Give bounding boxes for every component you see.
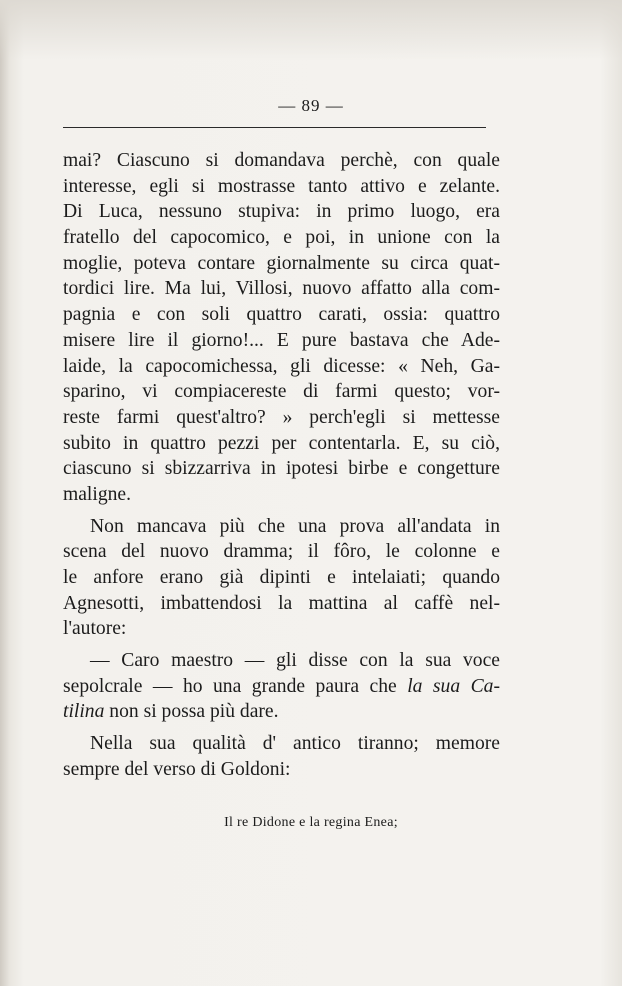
- text-line: fratello del capocomico, e poi, in unione con la: [63, 227, 500, 249]
- body-text: [63, 148, 500, 783]
- text-line: Nella sua qualità d' antico tiranno; memore: [90, 733, 500, 755]
- text-run: non si possa più dare.: [104, 701, 279, 723]
- text-line: maligne.: [63, 483, 132, 505]
- text-line: [63, 699, 500, 725]
- text-line: Di Luca, nessuno stupiva: in primo luogo, era: [63, 201, 500, 223]
- text-line: [63, 674, 500, 700]
- text-line: mai? Ciascuno si domandava perchè, con quale: [63, 150, 500, 171]
- text-line: sparino, vi compiacereste di farmi questo; vor-: [63, 381, 500, 403]
- text-line: subito in quattro pezzi per contentarla. E, su ciò,: [63, 432, 500, 454]
- text-line: pagnia e con soli quattro carati, ossia: quattro: [63, 304, 500, 326]
- text-line: l'autore:: [63, 618, 127, 640]
- text-run: sepolcrale — ho una grande paura che: [63, 675, 397, 697]
- text-line: reste farmi quest'altro? » perch'egli si mettesse: [63, 406, 500, 428]
- text-line: le anfore erano già dipinti e intelaiati; quando: [63, 567, 500, 588]
- header-rule: [63, 127, 486, 128]
- page-shadow: [0, 0, 622, 60]
- text-line: misere lire il giorno!... E pure bastava che Ade-: [63, 329, 500, 351]
- text-line: Non mancava più che una prova all'andata in: [90, 515, 500, 537]
- text-line: moglie, poteva contare giornalmente su circa quat-: [63, 252, 500, 274]
- italic-title: tilina: [63, 701, 105, 723]
- text-line: sempre del verso di Goldoni:: [63, 758, 291, 780]
- verse-quotation: Il re Didone e la regina Enea;: [224, 815, 398, 830]
- text-line: interesse, egli si mostrasse tanto attivo e zelante.: [63, 175, 500, 197]
- text-line: — Caro maestro — gli disse con la sua voce: [90, 650, 500, 672]
- page-number: — 89 —: [278, 96, 344, 115]
- text-line: scena del nuovo dramma; il fôro, le colonne e: [63, 541, 500, 563]
- text-line: tordici lire. Ma lui, Villosi, nuovo affatto alla com-: [63, 278, 500, 300]
- text-line: Agnesotti, imbattendosi la mattina al caffè nel-: [63, 592, 500, 614]
- text-line: laide, la capocomichessa, gli dicesse: « Neh, Ga-: [63, 355, 500, 377]
- text-line: ciascuno si sbizzarriva in ipotesi birbe e congetture: [63, 458, 500, 480]
- italic-title: la sua Ca-: [407, 675, 500, 697]
